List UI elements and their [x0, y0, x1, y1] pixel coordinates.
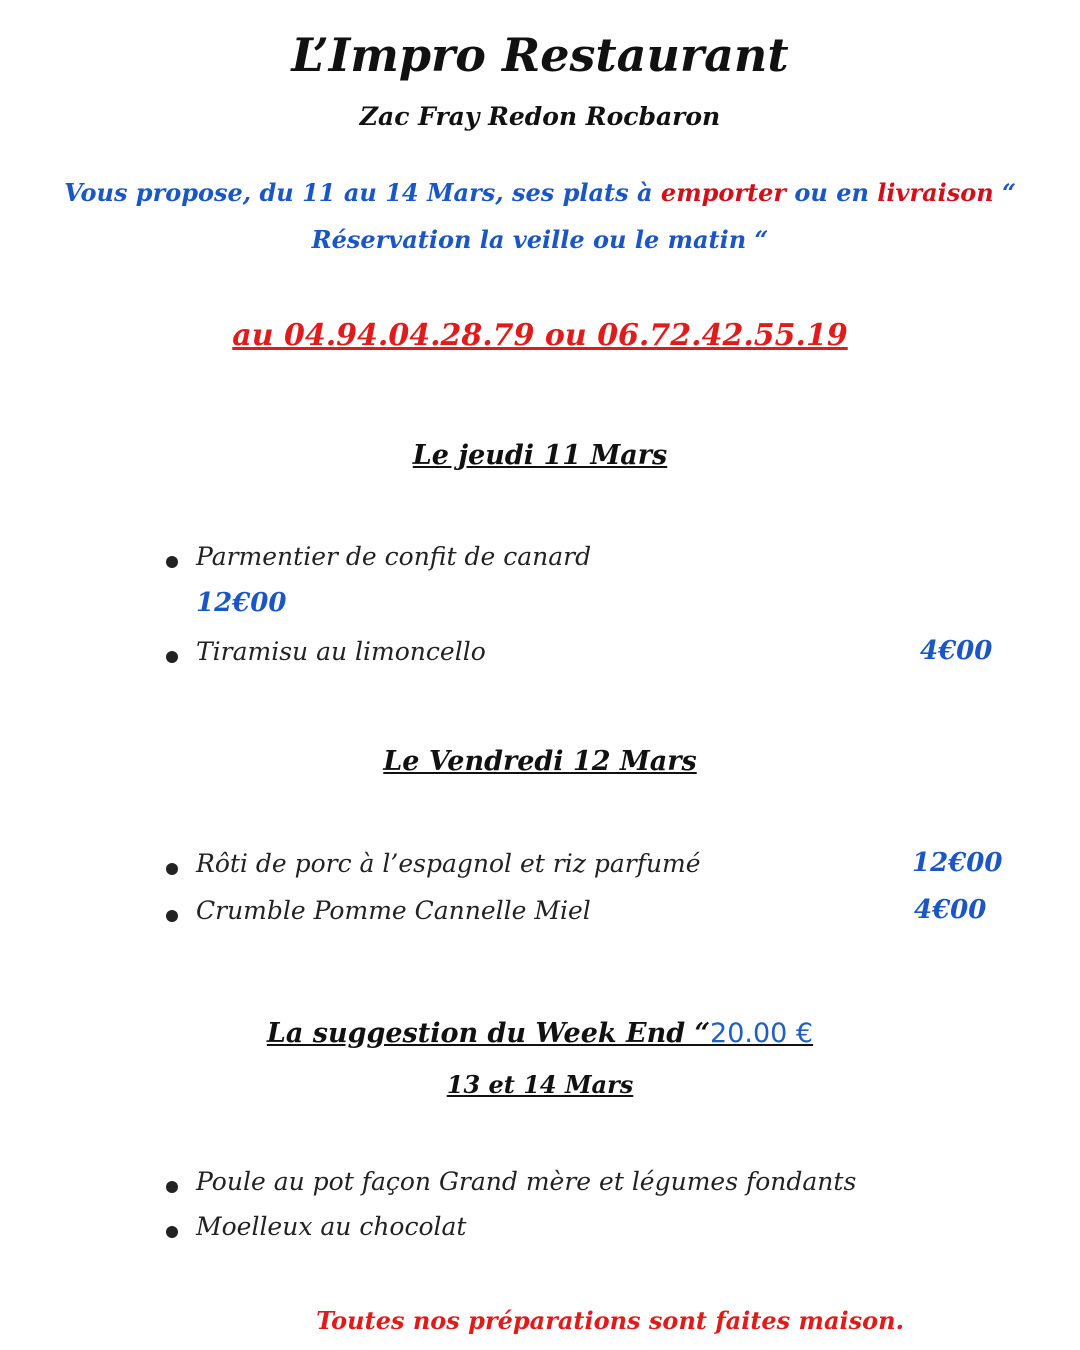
promo-quote: “ [993, 178, 1016, 207]
weekend-heading-text: La suggestion du Week End “ [266, 1018, 711, 1049]
menu-item-name: Moelleux au chocolat [196, 1212, 467, 1241]
day-heading-thursday: Le jeudi 11 Mars [412, 440, 668, 471]
promo-line-2: Réservation la veille ou le matin “ [311, 225, 769, 254]
bullet-icon [166, 863, 178, 875]
menu-item-price: 12€00 [196, 588, 287, 618]
menu-item-name: Parmentier de confit de canard [196, 542, 592, 571]
bullet-icon [166, 651, 178, 663]
day-heading-friday: Le Vendredi 12 Mars [383, 746, 697, 777]
bullet-icon [166, 1226, 178, 1238]
footer-note: Toutes nos préparations sont faites maison. [316, 1306, 904, 1335]
menu-item-price: 12€00 [912, 848, 1003, 878]
menu-item-price: 4€00 [914, 895, 987, 925]
restaurant-title: L’Impro Restaurant [291, 28, 789, 82]
weekend-heading [0, 1018, 1080, 1049]
menu-item-price: 4€00 [920, 636, 993, 666]
phone-numbers: au 04.94.04.28.79 ou 06.72.42.55.19 [232, 318, 848, 353]
promo-livraison: livraison [877, 178, 994, 207]
menu-item-name: Tiramisu au limoncello [196, 637, 486, 666]
menu-item-name: Poule au pot façon Grand mère et légumes fondants [196, 1167, 857, 1196]
restaurant-address: Zac Fray Redon Rocbaron [359, 102, 721, 131]
menu-item-name: Rôti de porc à l’espagnol et riz parfumé [196, 849, 701, 878]
promo-emporter: emporter [660, 178, 787, 207]
promo-text-1: Vous propose, du 11 au 14 Mars, ses plats à [64, 178, 661, 207]
promo-text-2: ou en [786, 178, 878, 207]
weekend-price: 20.00 € [710, 1018, 814, 1049]
promo-line-1 [0, 178, 1080, 207]
menu-item-name: Crumble Pomme Cannelle Miel [196, 896, 591, 925]
bullet-icon [166, 1181, 178, 1193]
weekend-dates: 13 et 14 Mars [446, 1070, 634, 1099]
bullet-icon [166, 910, 178, 922]
bullet-icon [166, 556, 178, 568]
